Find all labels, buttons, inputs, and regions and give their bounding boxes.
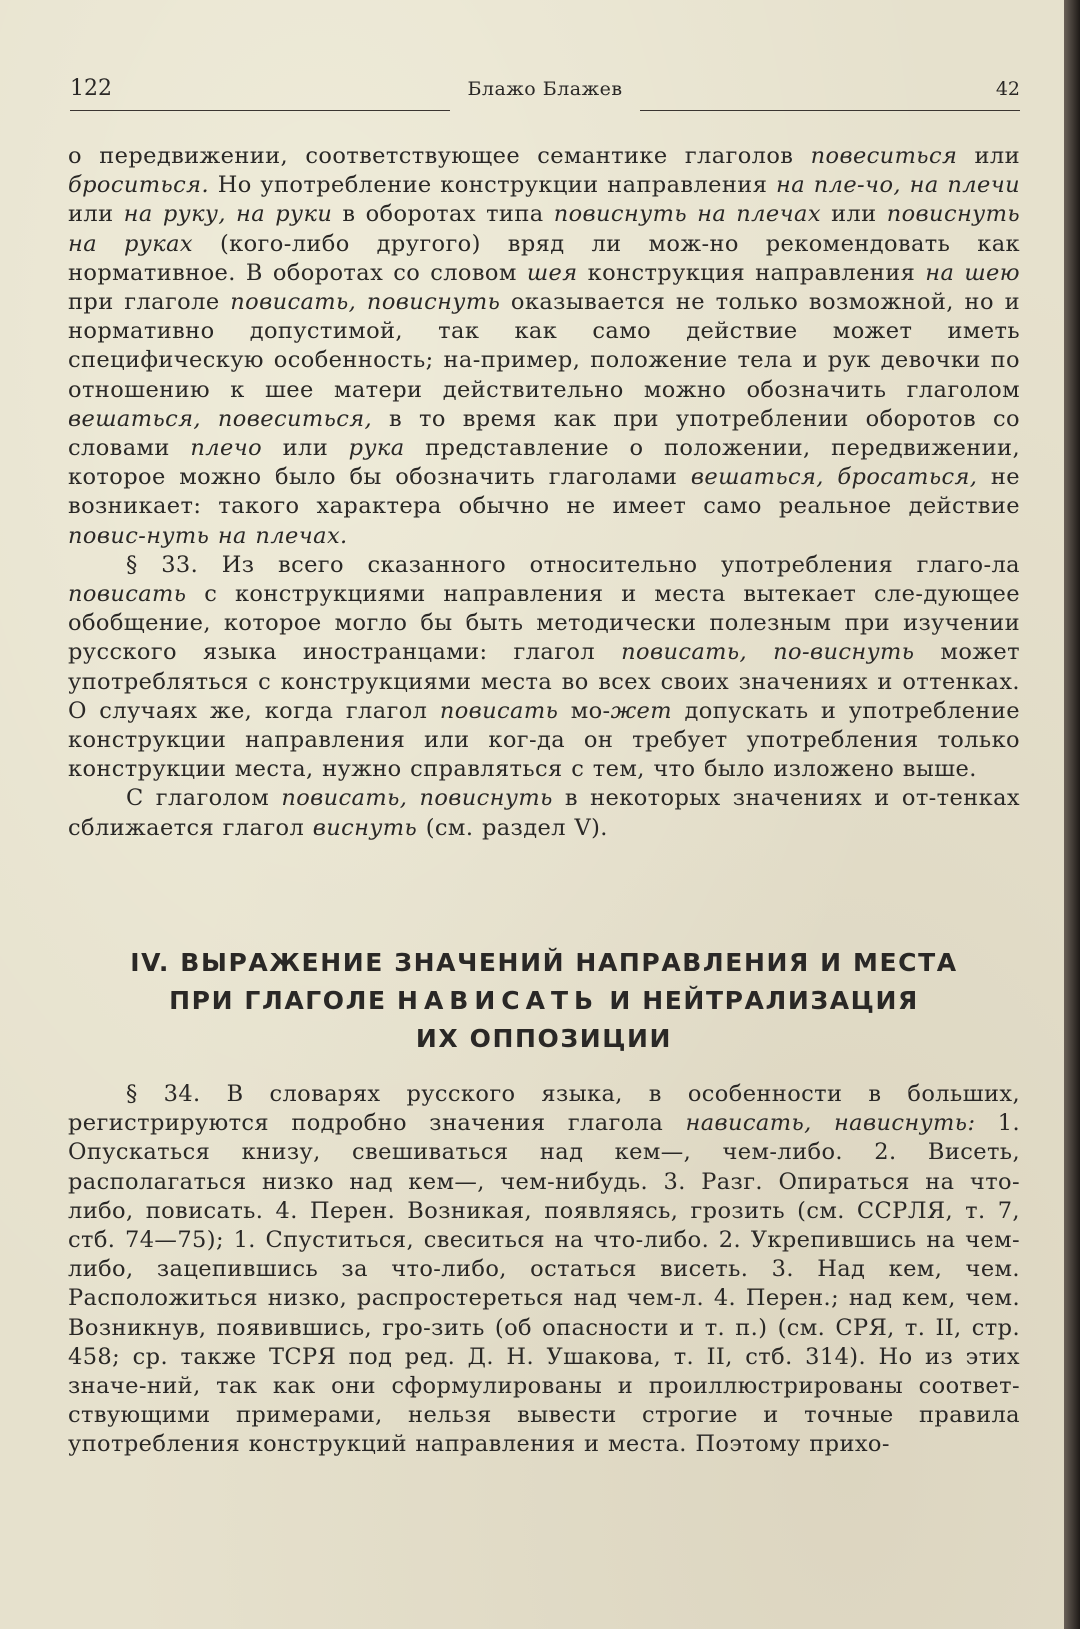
- text-run: или: [68, 201, 124, 228]
- italic-term: плечо: [190, 435, 263, 462]
- text-run: С глаголом: [126, 785, 282, 812]
- italic-term: повисать: [68, 581, 187, 608]
- header-rule-right: [640, 110, 1020, 111]
- text-run: 1. Опускаться книзу, свешиваться над кем—, чем-либо. 2. Висеть, располагаться низко над кем—, чем-нибудь. 3. Разг. Опираться на что-либо, повисать. 4. Перен. Возникая, появляясь, грозить (см. ССРЛЯ, т. 7, стб. 74—75); 1. Спуститься, свеситься на что-либо. 2. Укрепившись на чем-либо, зацепившись за что-либо, остаться висеть. 3. Над кем, чем. Расположиться низко, распростереться над чем-л. 4. Перен.; над кем, чем. Возникнув, появившись, гро-зить (об опасности и т. п.) (см. СРЯ, т. II, стр. 458; ср. также ТСРЯ под ред. Д. Н. Ушакова, т. II, стб. 314). Но из этих значе-ний, так как они сформулированы и проиллюстрированы соответ-ствующими примерами, нельзя вывести строгие и точные правила употребления конструкций направления и места. Поэтому прихо-: [68, 1110, 1021, 1458]
- italic-term: на пле-чо, на плечи: [775, 172, 1020, 199]
- italic-term: броситься.: [68, 172, 210, 199]
- text-run: в оборотах типа: [332, 201, 554, 228]
- text-run: оказывается не только возможной, но и нормативно допустимой, так как само действие может иметь специфическую особенность; на-пример, положение тела и рук девочки по отношению к шее матери действительно можно обозначить глаголом: [68, 289, 1020, 403]
- italic-term: повиснуть на руках: [68, 201, 1021, 257]
- italic-term: повисать, повиснуть: [230, 289, 501, 316]
- text-run: § 33. Из всего сказанного относительно употребления глаго-ла: [126, 551, 1020, 578]
- text-run: допускать и употребление конструкции направления или ког-да он требует употребления только конструкции места, нужно справляться с тем, что было изложено выше.: [68, 697, 1020, 783]
- italic-term: вешаться, повеситься,: [68, 405, 373, 432]
- text-run: или: [820, 201, 887, 228]
- text-run: о передвижении, соответствующее семантике глаголов: [68, 143, 811, 169]
- heading-line-2: [68, 982, 1020, 1020]
- book-spine-edge: [1064, 0, 1080, 1629]
- page-number-right: 42: [995, 78, 1020, 100]
- italic-term: рука: [348, 435, 405, 462]
- italic-term: повисать, повиснуть: [281, 785, 553, 812]
- section-heading: [68, 944, 1020, 1058]
- italic-term: повиснуть на плечах: [553, 201, 821, 228]
- text-run: не возникает: такого характера обычно не имеет само реальное действие: [68, 464, 1020, 520]
- italic-term: повисать, по-виснуть: [621, 639, 915, 666]
- italic-term: повис-нуть на плечах.: [68, 522, 348, 549]
- body-text-lower: [68, 1080, 1020, 1460]
- paragraph-continuation: [68, 142, 1020, 551]
- paragraph-visnut: [68, 784, 1020, 842]
- text-run: с конструкциями направления и места вытекает сле-дующее обобщение, которое могло бы быть методически полезным при изучении русского языка иностранцами: глагол: [68, 581, 1020, 666]
- heading-line-3: ИХ ОППОЗИЦИИ: [415, 1024, 673, 1053]
- text-run: или: [957, 143, 1020, 169]
- text-run: мо-: [558, 697, 611, 724]
- text-run: (кого-либо другого) вряд ли мож-но рекомендовать как нормативное. В оборотах со словом: [68, 230, 1020, 286]
- text-run: в некоторых значениях и от-тенках сближается глагол: [68, 785, 1020, 841]
- italic-term: нависать, нависнуть:: [685, 1110, 976, 1137]
- italic-term: вешаться, бросаться,: [690, 464, 978, 491]
- italic-term: на руку, на руки: [123, 201, 333, 228]
- text-run: представление о положении, передвижении, которое можно было бы обозначить глаголами: [68, 435, 1020, 491]
- italic-term: шея: [526, 259, 578, 286]
- header-rule-left: [70, 110, 450, 111]
- heading-line-2-start: ПРИ ГЛАГОЛЕ: [169, 986, 387, 1015]
- text-run: (см. раздел V).: [417, 814, 608, 841]
- text-run: в то время как при употреблении оборотов со словами: [68, 405, 1020, 462]
- running-title: Блажо Блажев: [467, 78, 623, 100]
- running-header: [70, 72, 1020, 112]
- heading-verb: НАВИСАТЬ: [397, 986, 600, 1015]
- heading-line-1: IV. ВЫРАЖЕНИЕ ЗНАЧЕНИЙ НАПРАВЛЕНИЯ И МЕСТА: [130, 948, 958, 977]
- paragraph-34: [68, 1080, 1020, 1460]
- text-run: Но употребление конструкции направления: [209, 172, 776, 199]
- heading-line-2-end: И НЕЙТРАЛИЗАЦИЯ: [609, 986, 919, 1015]
- text-run: конструкция направления: [577, 259, 926, 286]
- italic-term: повисать: [439, 697, 559, 724]
- italic-term: виснуть: [312, 814, 418, 841]
- italic-term: жет: [610, 697, 672, 724]
- text-run: может употребляться с конструкциями места во всех своих значениях и оттенках. О случаях же, когда глагол: [68, 639, 1020, 724]
- page-number-left: 122: [70, 76, 112, 101]
- italic-term: повеситься: [810, 143, 958, 169]
- text-run: при глаголе: [68, 289, 231, 316]
- body-text-upper: [68, 142, 1020, 843]
- italic-term: на шею: [925, 259, 1020, 286]
- paragraph-33: [68, 551, 1020, 785]
- text-run: или: [262, 435, 349, 462]
- text-run: § 34. В словарях русского языка, в особенности в больших, регистрируются подробно значения глагола: [68, 1081, 1020, 1137]
